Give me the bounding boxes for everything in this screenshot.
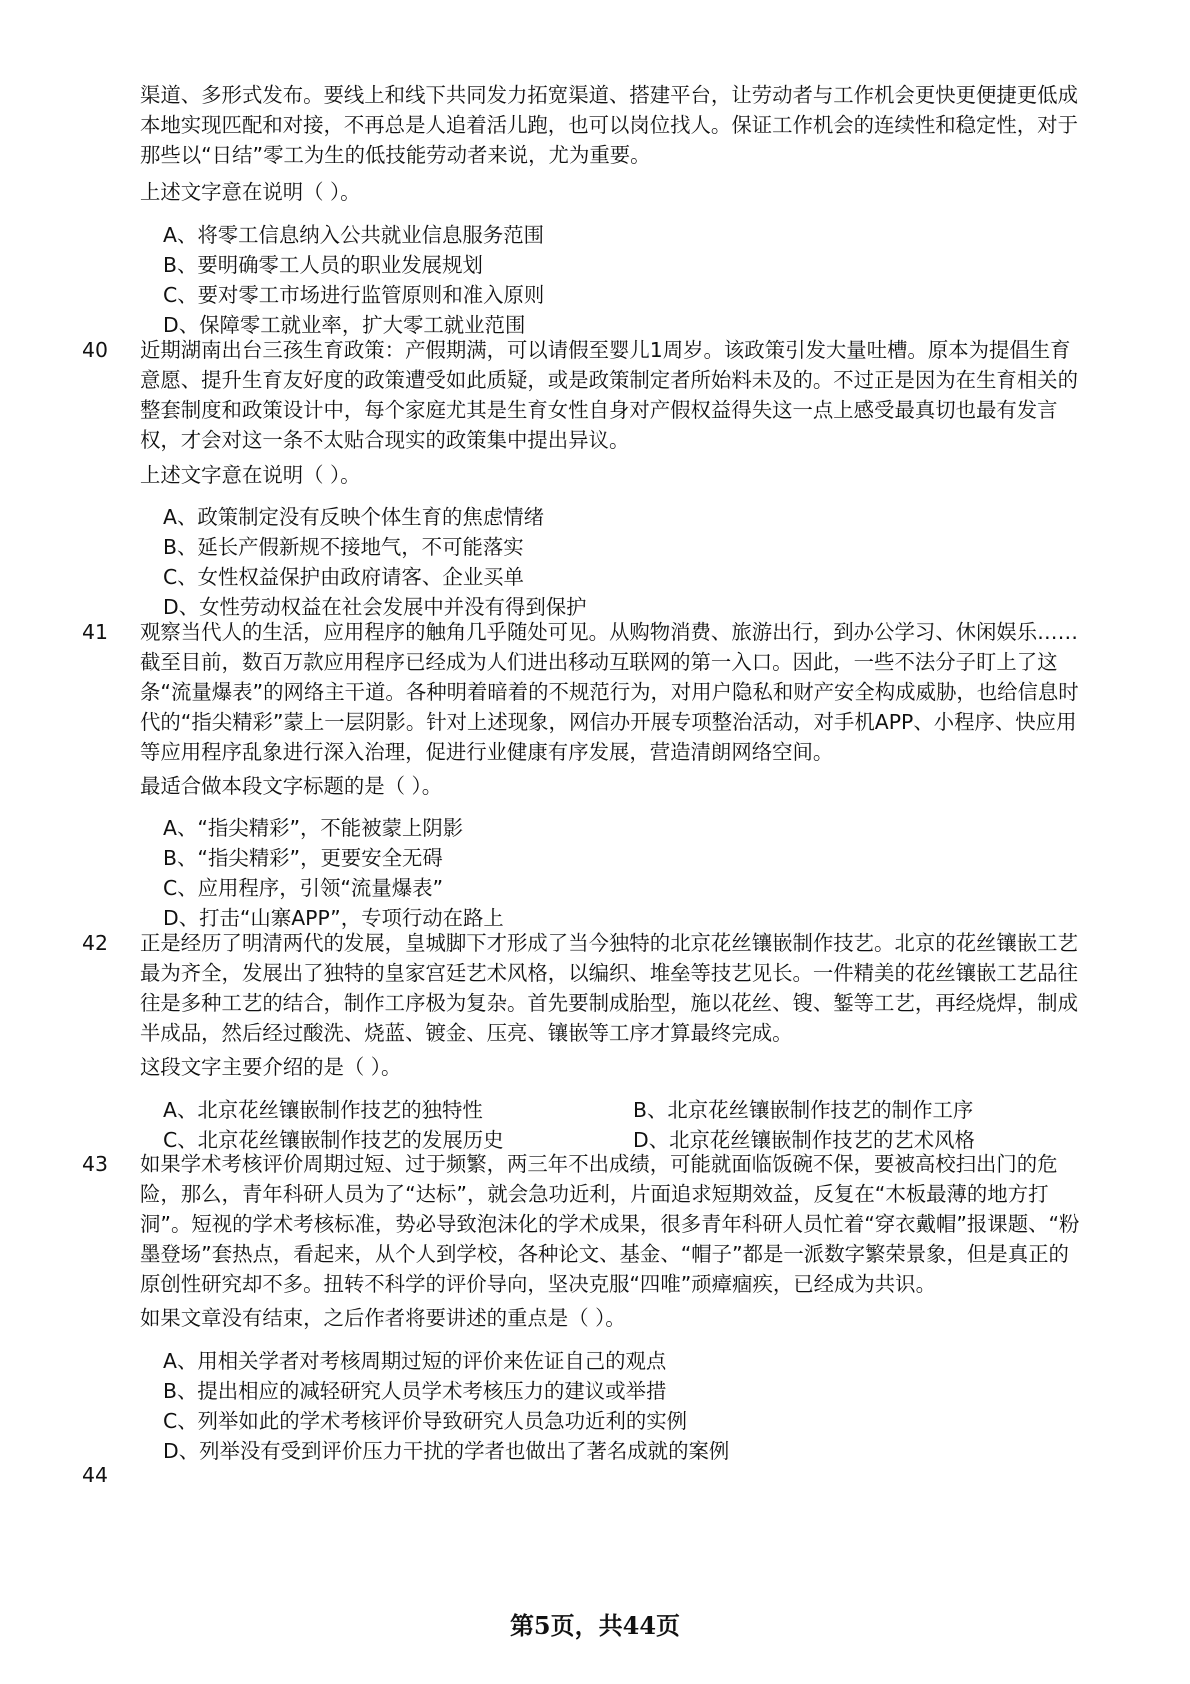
question-41-passage: 观察当代人的生活，应用程序的触角几乎随处可见。从购物消费、旅游出行，到办公学习、休闲娱乐……截至目前，数百万款应用程序已经成为人们进出移动互联网的第一入口。因此，一些不法分子盯上了这条“流量爆表”的网络主干道。各种明着暗着的不规范行为，对用户隐私和财产安全构成威胁，也给信息时代的“指尖精彩”蒙上一层阴影。针对上述现象，网信办开展专项整治活动，对手机APP、小程序、快应用等应用程序乱象进行深入治理，促进行业健康有序发展，营造清朗网络空间。: [140, 620, 1079, 764]
question-44-number: 44: [82, 1463, 108, 1487]
question-40-options: [163, 502, 587, 622]
question-41-option-c: C、应用程序，引领“流量爆表”: [163, 876, 444, 900]
question-39-option-b: B、要明确零工人员的职业发展规划: [163, 253, 483, 277]
question-41-option-d: D、打击“山寨APP”，专项行动在路上: [163, 906, 504, 930]
question-40-option-d: D、女性劳动权益在社会发展中并没有得到保护: [163, 595, 587, 619]
question-39-options: [163, 220, 544, 340]
question-39-option-c: C、要对零工市场进行监管原则和准入原则: [163, 283, 545, 307]
question-43-stem: 如果文章没有结束，之后作者将要讲述的重点是（ ）。: [140, 1306, 626, 1330]
question-42-option-d: D、北京花丝镶嵌制作技艺的艺术风格: [633, 1128, 975, 1152]
question-42-stem: 这段文字主要介绍的是（ ）。: [140, 1055, 402, 1079]
question-42-passage: 正是经历了明清两代的发展，皇城脚下才形成了当今独特的北京花丝镶嵌制作技艺。北京的花丝镶嵌工艺最为齐全，发展出了独特的皇家宫廷艺术风格，以编织、堆垒等技艺见长。一件精美的花丝镶嵌工艺品往往是多种工艺的结合，制作工序极为复杂。首先要制成胎型，施以花丝、锼、錾等工艺，再经烧焊，制成半成品，然后经过酸洗、烧蓝、镀金、压亮、镶嵌等工序才算最终完成。: [140, 931, 1078, 1045]
question-41-stem: 最适合做本段文字标题的是（ ）。: [140, 774, 443, 798]
question-43-passage: 如果学术考核评价周期过短、过于频繁，两三年不出成绩，可能就面临饭碗不保，要被高校扫出门的危险，那么，青年科研人员为了“达标”，就会急功近利，片面追求短期效益，反复在“木板最薄的地方打洞”。短视的学术考核标准，势必导致泡沫化的学术成果，很多青年科研人员忙着“穿衣戴帽”报课题、“粉墨登场”套热点，看起来，从个人到学校，各种论文、基金、“帽子”都是一派数字繁荣景象，但是真正的原创性研究却不多。扭转不科学的评价导向，坚决克服“四唯”顽瘴痼疾，已经成为共识。: [140, 1152, 1080, 1296]
question-40-stem: 上述文字意在说明（ ）。: [140, 463, 361, 487]
question-39-option-d: D、保障零工就业率，扩大零工就业范围: [163, 313, 526, 337]
question-40-option-a: A、政策制定没有反映个体生育的焦虑情绪: [163, 505, 544, 529]
question-43-option-b: B、提出相应的减轻研究人员学术考核压力的建议或举措: [163, 1379, 667, 1403]
question-41-option-b: B、“指尖精彩”，更要安全无碍: [163, 846, 443, 870]
question-40-passage: 近期湖南出台三孩生育政策：产假期满，可以请假至婴儿1周岁。该政策引发大量吐槽。原本为提倡生育意愿、提升生育友好度的政策遭受如此质疑，或是政策制定者所始料未及的。不过正是因为在生育相关的整套制度和政策设计中，每个家庭尤其是生育女性自身对产假权益得失这一点上感受最真切也最有发言权，才会对这一条不太贴合现实的政策集中提出异议。: [140, 338, 1078, 452]
question-42-option-a: A、北京花丝镶嵌制作技艺的独特性: [163, 1098, 483, 1122]
question-39-passage-continuation: 渠道、多形式发布。要线上和线下共同发力拓宽渠道、搭建平台，让劳动者与工作机会更快更便捷更低成本地实现匹配和对接，不再总是人追着活儿跑，也可以岗位找人。保证工作机会的连续性和稳定性，对于那些以“日结”零工为生的低技能劳动者来说，尤为重要。: [140, 83, 1078, 167]
page-footer: 第5页，共44页: [509, 1611, 681, 1640]
question-41-option-a: A、“指尖精彩”，不能被蒙上阴影: [163, 816, 464, 840]
question-43-option-d: D、列举没有受到评价压力干扰的学者也做出了著名成就的案例: [163, 1439, 730, 1463]
question-42-options: [163, 1095, 1063, 1155]
question-43-number: 43: [82, 1152, 108, 1176]
question-40-option-c: C、女性权益保护由政府请客、企业买单: [163, 565, 524, 589]
question-40-option-b: B、延长产假新规不接地气，不可能落实: [163, 535, 524, 559]
question-42-option-b: B、北京花丝镶嵌制作技艺的制作工序: [633, 1098, 974, 1122]
question-41-number: 41: [82, 620, 108, 644]
question-43-option-c: C、列举如此的学术考核评价导致研究人员急功近利的实例: [163, 1409, 688, 1433]
question-40-number: 40: [82, 338, 108, 362]
question-43-options: [163, 1346, 729, 1466]
question-39-option-a: A、将零工信息纳入公共就业信息服务范围: [163, 223, 544, 247]
question-43-option-a: A、用相关学者对考核周期过短的评价来佐证自己的观点: [163, 1349, 667, 1373]
question-39-stem: 上述文字意在说明（ ）。: [140, 180, 361, 204]
question-41-options: [163, 813, 504, 933]
question-42-number: 42: [82, 931, 108, 955]
question-42-option-c: C、北京花丝镶嵌制作技艺的发展历史: [163, 1128, 504, 1152]
